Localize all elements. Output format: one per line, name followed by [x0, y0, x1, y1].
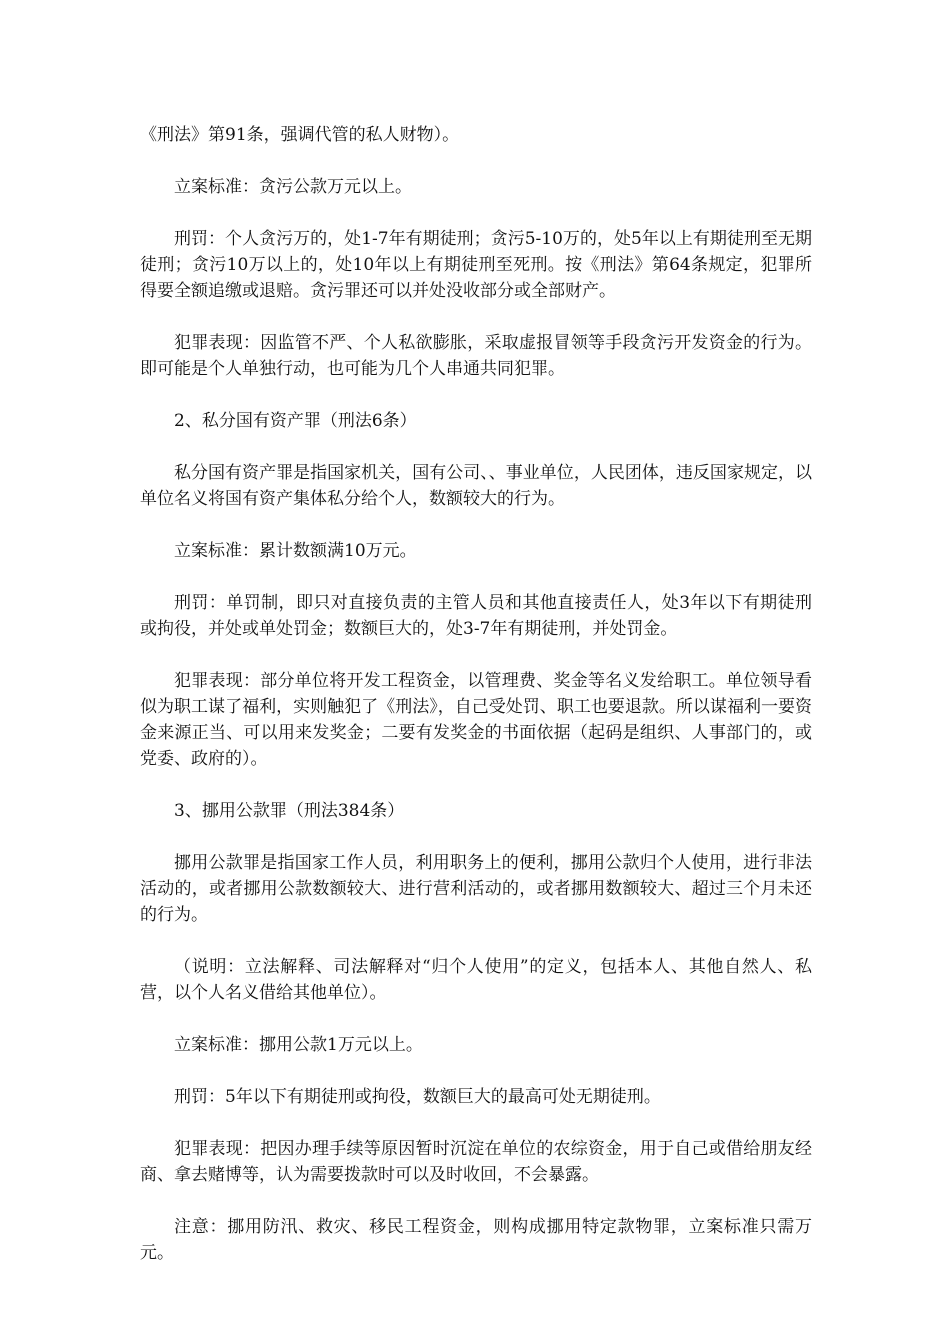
document-page — [140, 122, 812, 1292]
paragraph-private-division-penalty: 刑罚：单罚制，即只对直接负责的主管人员和其他直接责任人，处3年以下有期徒刑或拘役，并处或单处罚金；数额巨大的，处3-7年有期徒刑，并处罚金。 — [140, 593, 812, 639]
paragraph-private-division-filing-standard: 立案标准：累计数额满10万元。 — [174, 541, 417, 561]
section-heading-private-division: 2、私分国有资产罪（刑法6条） — [174, 411, 417, 431]
paragraph-continuation: 《刑法》第91条，强调代管的私人财物）。 — [140, 125, 460, 145]
paragraph-private-division-manifestation: 犯罪表现：部分单位将开发工程资金，以管理费、奖金等名义发给职工。单位领导看似为职工谋了福利，实则触犯了《刑法》，自己受处罚、职工也要退款。所以谋福利一要资金来源正当、可以用来发奖金；二要有发奖金的书面依据（起码是组织、人事部门的，或党委、政府的）。 — [140, 671, 812, 769]
paragraph-private-division-definition: 私分国有资产罪是指国家机关，国有公司、、事业单位，人民团体，违反国家规定，以单位名义将国有资产集体私分给个人，数额较大的行为。 — [140, 463, 812, 509]
section-heading-misappropriation: 3、挪用公款罪（刑法384条） — [174, 801, 405, 821]
paragraph-misappropriation-note: （说明：立法解释、司法解释对“归个人使用”的定义，包括本人、其他自然人、私营，以个人名义借给其他单位）。 — [140, 957, 812, 1003]
paragraph-misappropriation-penalty: 刑罚：5年以下有期徒刑或拘役，数额巨大的最高可处无期徒刑。 — [174, 1087, 661, 1107]
paragraph-misappropriation-definition: 挪用公款罪是指国家工作人员，利用职务上的便利，挪用公款归个人使用，进行非法活动的，或者挪用公款数额较大、进行营利活动的，或者挪用数额较大、超过三个月未还的行为。 — [140, 853, 812, 925]
paragraph-embezzlement-filing-standard: 立案标准：贪污公款万元以上。 — [174, 177, 412, 197]
paragraph-embezzlement-penalty: 刑罚：个人贪污万的，处1-7年有期徒刑；贪污5-10万的，处5年以上有期徒刑至无期徒刑；贪污10万以上的，处10年以上有期徒刑至死刑。按《刑法》第64条规定，犯罪所得要全额追缴或退赔。贪污罪还可以并处没收部分或全部财产。 — [140, 229, 812, 301]
paragraph-embezzlement-manifestation: 犯罪表现：因监管不严、个人私欲膨胀，采取虚报冒领等手段贪污开发资金的行为。即可能是个人单独行动，也可能为几个人串通共同犯罪。 — [140, 333, 812, 379]
paragraph-misappropriation-manifestation: 犯罪表现：把因办理手续等原因暂时沉淀在单位的农综资金，用于自己或借给朋友经商、拿去赌博等，认为需要拨款时可以及时收回，不会暴露。 — [140, 1139, 812, 1185]
paragraph-special-funds-notice: 注意：挪用防汛、救灾、移民工程资金，则构成挪用特定款物罪，立案标准只需万元。 — [140, 1217, 812, 1263]
paragraph-misappropriation-filing-standard: 立案标准：挪用公款1万元以上。 — [174, 1035, 423, 1055]
